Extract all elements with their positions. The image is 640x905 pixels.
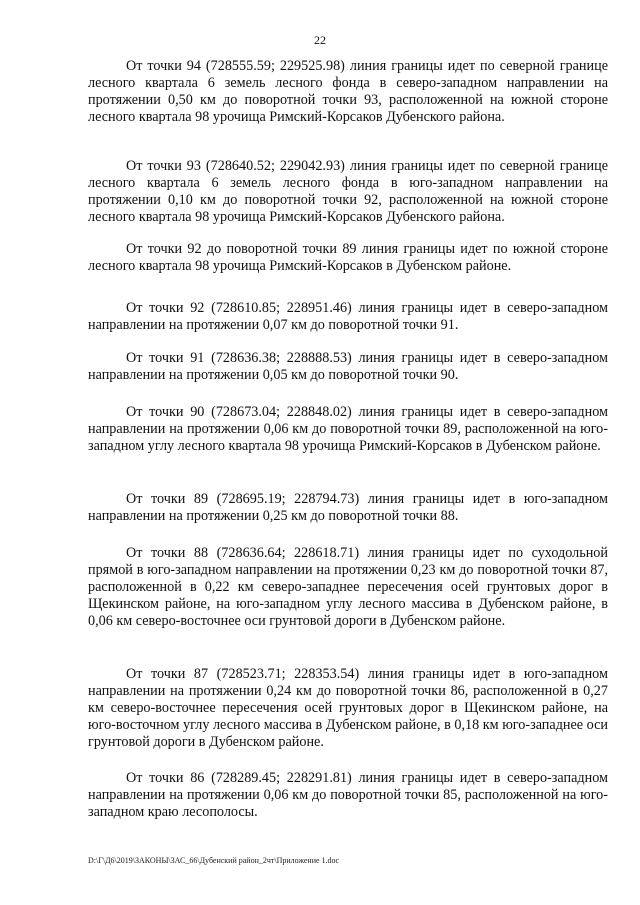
boundary-paragraph-point-92-to-89: От точки 92 до поворотной точки 89 линия границы идет по южной стороне лесного квартала 98 урочища Римский-Корсаков в Дубенском районе. (88, 241, 608, 274)
boundary-paragraph-point-87: От точки 87 (728523.71; 228353.54) линия границы идет в юго-западном направлении на протяжении 0,24 км до поворотной точки 86, расположенной в 0,27 км северо-восточнее пересечения осей грунтовых дорог в Щекинском районе, на юго-восточном углу лесного массива в Дубенском районе, в 0,18 км юго-западнее оси грунтовой дороги в Дубенском районе. (88, 666, 608, 750)
boundary-paragraph-point-92: От точки 92 (728610.85; 228951.46) линия границы идет в северо-западном направлении на протяжении 0,07 км до поворотной точки 91. (88, 300, 608, 333)
page-number: 22 (314, 33, 326, 47)
boundary-paragraph-point-90: От точки 90 (728673.04; 228848.02) линия границы идет в северо-западном направлении на протяжении 0,06 км до поворотной точки 89, расположенной на юго-западном углу лесного квартала 98 урочища Римский-Корсаков в Дубенском районе. (88, 404, 608, 454)
boundary-paragraph-point-89: От точки 89 (728695.19; 228794.73) линия границы идет в юго-западном направлении на протяжении 0,25 км до поворотной точки 88. (88, 491, 608, 524)
boundary-paragraph-point-88: От точки 88 (728636.64; 228618.71) линия границы идет по суходольной прямой в юго-западном направлении на протяжении 0,23 км до поворотной точки 87, расположенной в 0,22 км северо-западнее пересечения осей грунтовых дорог в Щекинском районе, на юго-западном углу лесного массива в Дубенском районе, в 0,06 км северо-восточнее оси грунтовой дороги в Дубенском районе. (88, 545, 608, 629)
boundary-paragraph-point-86: От точки 86 (728289.45; 228291.81) линия границы идет в северо-западном направлении на протяжении 0,06 км до поворотной точки 85, расположенной на юго-западном краю лесополосы. (88, 770, 608, 820)
boundary-paragraph-point-94: От точки 94 (728555.59; 229525.98) линия границы идет по северной границе лесного квартала 6 земель лесного фонда в северо-западном направлении на протяжении 0,50 км до поворотной точки 93, расположенной на южной стороне лесного квартала 98 урочища Римский-Корсаков Дубенского района. (88, 58, 608, 125)
boundary-paragraph-point-91: От точки 91 (728636.38; 228888.53) линия границы идет в северо-западном направлении на протяжении 0,05 км до поворотной точки 90. (88, 350, 608, 383)
boundary-paragraph-point-93: От точки 93 (728640.52; 229042.93) линия границы идет по северной границе лесного квартала 6 земель лесного фонда в юго-западном направлении на протяжении 0,10 км до поворотной точки 92, расположенной на южной стороне лесного квартала 98 урочища Римский-Корсаков Дубенского района. (88, 158, 608, 225)
document-file-path: D:\Г\Д6\2019\ЗАКОНЫ\ЗАС_66\Дубенский район_2чт\Приложение 1.doc (88, 856, 340, 865)
